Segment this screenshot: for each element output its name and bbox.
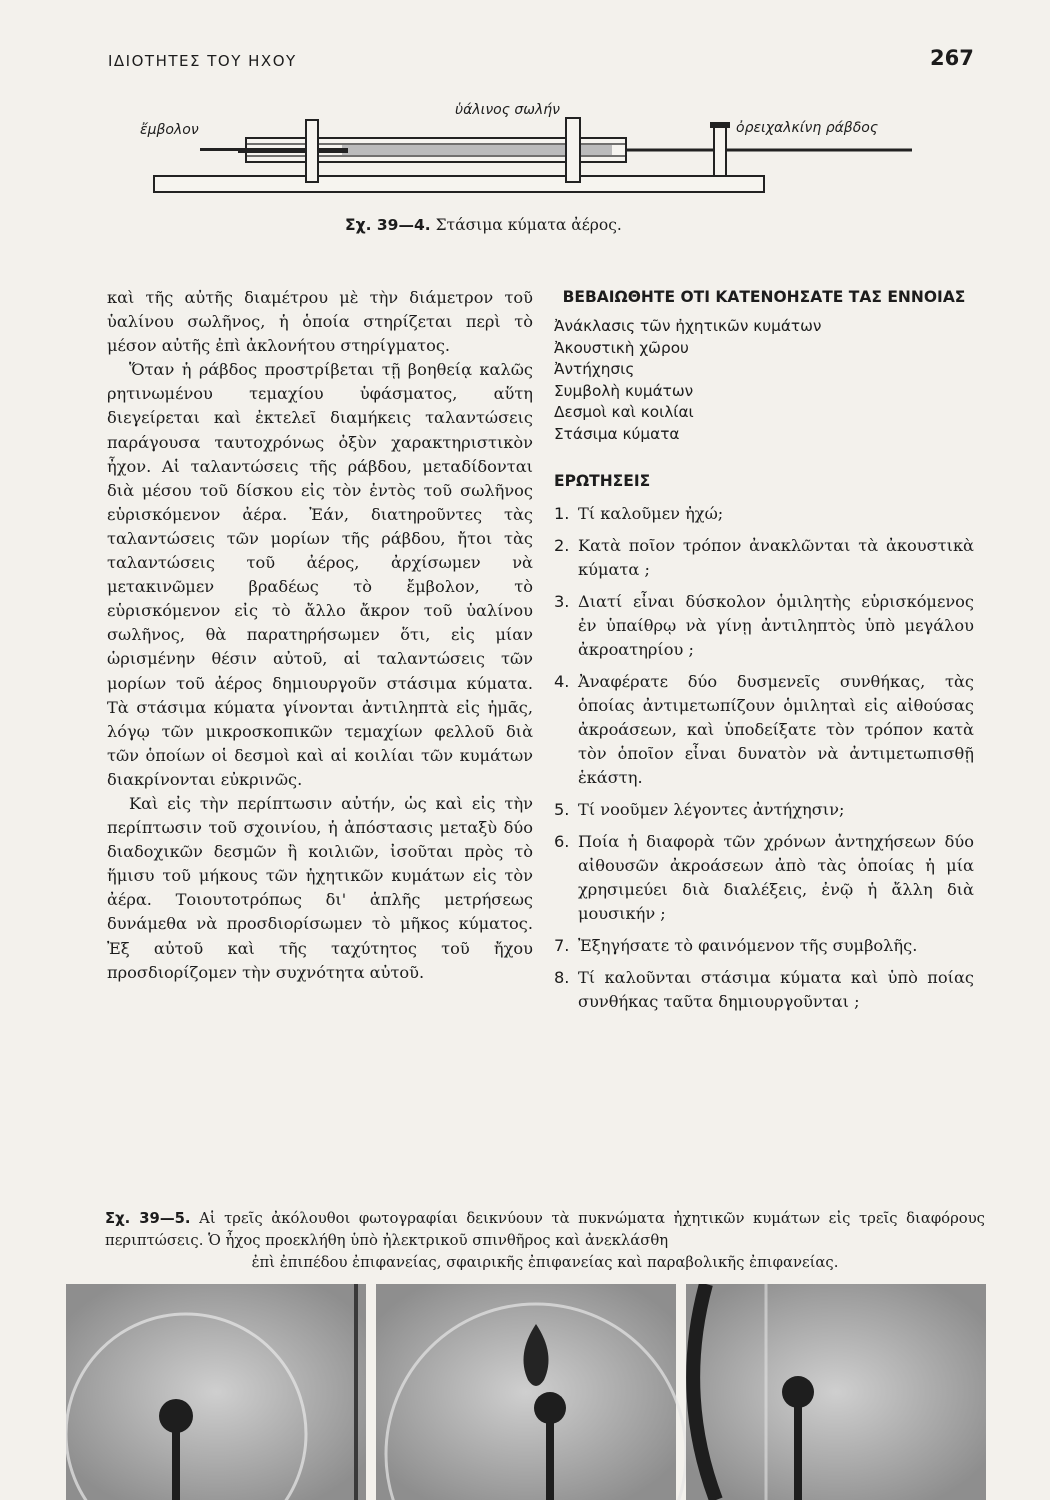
support-left: [306, 120, 318, 182]
label-brass-rod: ὀρειχαλκίνη ράβδος: [736, 120, 879, 136]
support-right: [566, 118, 580, 182]
question-text: Ἐξηγήσατε τὸ φαινόμενον τῆς συμβολῆς.: [578, 935, 918, 955]
concepts-heading: ΒΕΒΑΙΩΘΗΤΕ ΟΤΙ ΚΑΤΕΝΟΗΣΑΤΕ ΤΑΣ ΕΝΝΟΙΑΣ: [562, 288, 966, 306]
figure-39-5-id: Σχ. 39—5.: [105, 1210, 191, 1227]
question-item: [554, 830, 974, 926]
question-number: 7.: [554, 935, 570, 955]
photo-plane-surface: [66, 1284, 366, 1500]
question-item: [554, 534, 974, 582]
question-number: 2.: [554, 535, 570, 555]
question-item: [554, 934, 974, 958]
photo-parabolic-surface: [686, 1284, 986, 1500]
question-item: [554, 966, 974, 1014]
figure-39-4-text: Στάσιμα κύματα ἀέρος.: [435, 216, 622, 234]
figure-39-5-text-2: ἐπὶ ἐπιπέδου ἐπιφανείας, σφαιρικῆς ἐπιφανείας καὶ παραβολικῆς ἐπιφανείας.: [251, 1254, 839, 1271]
piston: [238, 148, 348, 153]
question-number: 1.: [554, 503, 570, 523]
piston-rod-outer: [200, 148, 250, 151]
question-number: 6.: [554, 831, 570, 851]
rod-clamp: [714, 126, 726, 176]
question-number: 5.: [554, 799, 570, 819]
question-item: [554, 798, 974, 822]
question-number: 4.: [554, 671, 570, 691]
label-glass-tube: ὑάλινος σωλήν: [455, 102, 560, 118]
question-item: [554, 670, 974, 790]
question-text: Τί νοοῦμεν λέγοντες ἀντήχησιν;: [578, 799, 845, 819]
question-text: Ἀναφέρατε δύο δυσμενεῖς συνθήκας, τὰς ὁποίας ἀντιμετωπίζουν ὁμιληταὶ εἰς αἰθούσας ἀκροάσεων, καὶ ὑποδείξατε τὸν τρόπον κατὰ τὸν ὁποῖον εἶναι δυνατὸν νὰ ἀντιμετωπισθῇ ἑκάστη.: [578, 671, 974, 787]
running-head: ΙΔΙΟΤΗΤΕΣ ΤΟΥ ΗΧΟΥ: [108, 52, 297, 70]
spark-ball: [159, 1399, 193, 1433]
paragraph: Καὶ εἰς τὴν περίπτωσιν αὐτήν, ὡς καὶ εἰς τὴν περίπτωσιν τοῦ σχοινίου, ἡ ἀπόστασις μεταξὺ δύο διαδοχικῶν δεσμῶν ἢ κοιλιῶν, ἰσοῦται πρὸς τὸ ἥμισυ τοῦ μήκους τῶν ἠχητικῶν κυμάτων εἰς τὸν ἀέρα. Τοιουτοτρόπως δι' ἁπλῆς μετρήσεως δυνάμεθα νὰ προσδιορίσωμεν τὸ μῆκος κύματος. Ἐξ αὐτοῦ καὶ τῆς ταχύτητος τοῦ ἤχου προσδιορίζομεν τὴν συχνότητα αὐτοῦ.: [107, 793, 533, 982]
left-column: [107, 286, 533, 985]
figure-39-5-text-1: Αἱ τρεῖς ἀκόλουθοι φωτογραφίαι δεικνύουν τὰ πυκνώματα ἠχητικῶν κυμάτων εἰς τρεῖς διαφόρους περιπτώσεις. Ὁ ἦχος προεκλήθη ὑπὸ ἠλεκτρικοῦ σπινθῆρος καὶ ἀνεκλάσθη: [105, 1210, 985, 1249]
spark-ball: [782, 1376, 814, 1408]
concept-item: Ἀντήχησις: [554, 360, 635, 379]
spark-ball: [534, 1392, 566, 1424]
questions-list: [554, 502, 974, 1014]
question-item: [554, 590, 974, 662]
concept-item: Συμβολὴ κυμάτων: [554, 381, 694, 400]
paragraph: Ὅταν ἡ ράβδος προστρίβεται τῇ βοηθείᾳ καλῶς ρητινωμένου τεμαχίου ὑφάσματος, αὕτη διεγείρεται καὶ ἐκτελεῖ διαμήκεις ταλαντώσεις παράγουσα ταυτοχρόνως ὀξὺν χαρακτηριστικὸν ἦχον. Αἱ ταλαντώσεις τῆς ράβδου, μεταδίδονται διὰ μέσου τοῦ δίσκου εἰς τὸν ἐντὸς τοῦ σωλῆνος εὑρισκόμενον ἀέρα. Ἐάν, διατηροῦντες τὰς ταλαντώσεις τῶν μορίων τῆς ράβδου, ἤτοι τὰς ταλαντώσεις τοῦ ἀέρος, ἀρχίσωμεν νὰ μετακινῶμεν βραδέως τὸ ἔμβολον, τὸ εὑρισκόμενον εἰς τὸ ἄλλο ἄκρον τοῦ ὑαλίνου σωλῆνος, θὰ παρατηρήσωμεν ὅτι, εἰς μίαν ὡρισμένην θέσιν αὐτοῦ, αἱ ταλαντώσεις τῶν μορίων τοῦ ἀέρος δημιουργοῦν στάσιμα κύματα. Τὰ στάσιμα κύματα γίνονται ἀντιληπτὰ εἰς ἡμᾶς, λόγῳ τῶν μικροσκοπικῶν τεμαχίων φελλοῦ διὰ τῶν ὁποίων οἱ δεσμοὶ καὶ αἱ κοιλίαι τῶν κυμάτων διακρίνονται εὐκρινῶς.: [107, 360, 533, 789]
figure-39-4-diagram: [150, 104, 920, 200]
concept-item: Ἀκουστικὴ χῶρου: [554, 338, 689, 357]
figure-39-4-caption: [345, 216, 622, 234]
question-number: 3.: [554, 591, 570, 611]
concepts-list: [554, 316, 974, 446]
figure-39-5-caption: [105, 1208, 985, 1274]
questions-heading: ΕΡΩΤΗΣΕΙΣ: [554, 471, 651, 490]
right-column: [554, 286, 974, 1022]
concept-item: Δεσμοὶ καὶ κοιλίαι: [554, 403, 694, 422]
photo-spherical-surface: [376, 1284, 686, 1500]
concept-item: Ἀνάκλασις τῶν ἠχητικῶν κυμάτων: [554, 317, 822, 335]
figure-39-4-id: Σχ. 39—4.: [345, 216, 431, 234]
label-piston: ἔμβολον: [140, 122, 199, 138]
question-text: Διατί εἶναι δύσκολον ὁμιλητὴς εὑρισκόμενος ἐν ὑπαίθρῳ νὰ γίνῃ ἀντιληπτὸς ὑπὸ μεγάλου ἀκροατηρίου ;: [578, 591, 974, 659]
concept-item: Στάσιμα κύματα: [554, 424, 680, 443]
question-item: [554, 502, 974, 526]
question-number: 8.: [554, 967, 570, 987]
question-text: Κατὰ ποῖον τρόπον ἀνακλῶνται τὰ ἀκουστικὰ κύματα ;: [578, 535, 974, 579]
paragraph: καὶ τῆς αὐτῆς διαμέτρου μὲ τὴν διάμετρον τοῦ ὑαλίνου σωλῆνος, ἡ ὁποία στηρίζεται περὶ τὸ μέσον αὐτῆς ἐπὶ ἀκλονήτου στηρίγματος.: [107, 288, 533, 356]
figure-39-5-photos: [66, 1284, 986, 1500]
base-board: [154, 176, 764, 192]
page-number: 267: [930, 46, 974, 70]
question-text: Τί καλοῦμεν ἠχώ;: [578, 503, 724, 523]
question-text: Τί καλοῦνται στάσιμα κύματα καὶ ὑπὸ ποίας συνθήκας ταῦτα δημιουργοῦνται ;: [578, 967, 974, 1011]
question-text: Ποία ἡ διαφορὰ τῶν χρόνων ἀντηχήσεων δύο αἰθουσῶν ἀκροάσεων ἀπὸ τὰς ὁποίας ἡ μία χρησιμεύει διὰ διαλέξεις, ἐνῷ ἡ ἄλλη διὰ μουσικήν ;: [578, 831, 974, 923]
